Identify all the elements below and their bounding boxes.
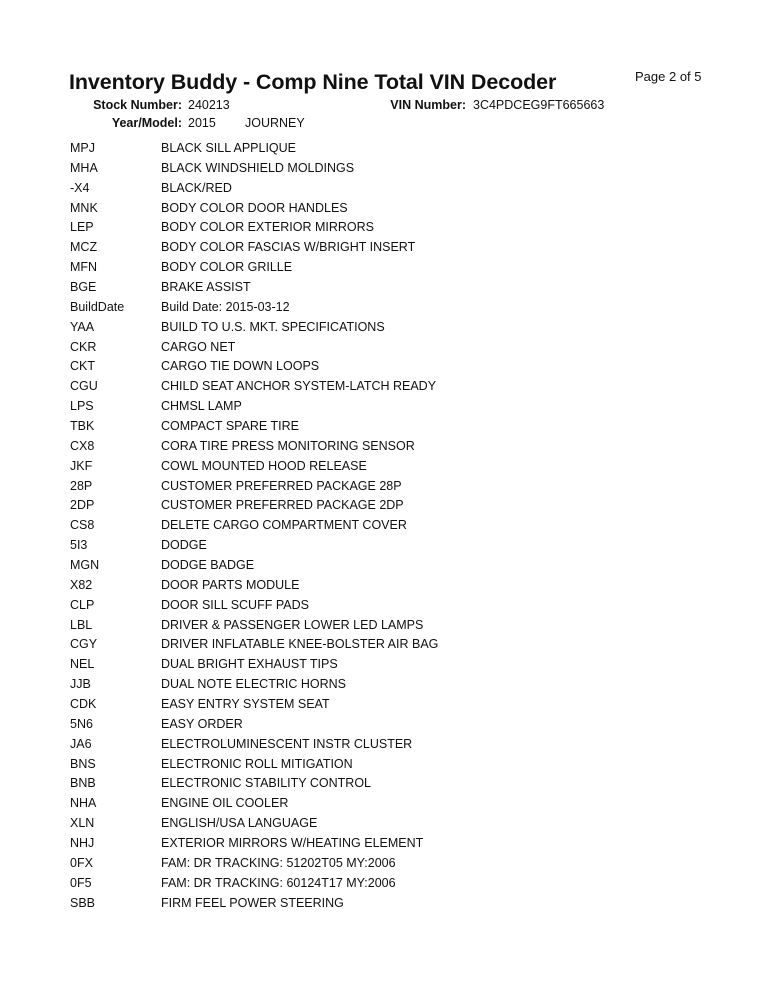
option-description: CHILD SEAT ANCHOR SYSTEM-LATCH READY [161,379,437,394]
option-code: CGY [70,637,98,652]
model-value: JOURNEY [245,116,305,130]
option-code: 2DP [70,498,95,513]
option-code: TBK [70,418,95,433]
option-description: BODY COLOR DOOR HANDLES [161,200,348,215]
option-description: BRAKE ASSIST [161,279,251,294]
option-code: BGE [70,279,97,294]
option-code-row [70,356,710,376]
option-code-row [70,217,710,237]
option-code: MGN [70,557,100,572]
option-code: JA6 [70,736,92,751]
option-code-row [70,674,710,694]
year-model-label: Year/Model: [111,116,182,130]
option-description: CARGO TIE DOWN LOOPS [161,359,320,374]
option-code: CKR [70,339,97,354]
option-description: BODY COLOR GRILLE [161,260,293,275]
option-description: CUSTOMER PREFERRED PACKAGE 2DP [161,498,404,513]
option-description: DUAL NOTE ELECTRIC HORNS [161,677,346,692]
option-code-row [70,654,710,674]
option-code: JKF [70,458,93,473]
option-code-row [70,158,710,178]
option-description: DELETE CARGO COMPARTMENT COVER [161,518,407,533]
option-code-row [70,694,710,714]
stock-number-label: Stock Number: [93,98,182,112]
option-code: NEL [70,657,95,672]
option-code-row [70,575,710,595]
option-description: EASY ORDER [161,716,243,731]
option-code: LEP [70,220,94,235]
option-description: ELECTRONIC ROLL MITIGATION [161,756,353,771]
option-code: X82 [70,577,93,592]
option-description: FAM: DR TRACKING: 60124T17 MY:2006 [161,875,396,890]
option-code-row [70,317,710,337]
option-code-row [70,178,710,198]
option-code: CLP [70,597,95,612]
option-description: DODGE BADGE [161,557,255,572]
option-code: LPS [70,399,94,414]
option-code: XLN [70,816,95,831]
option-code: CDK [70,696,97,711]
option-code: -X4 [70,180,90,195]
option-code-row [70,495,710,515]
option-description: COMPACT SPARE TIRE [161,418,299,433]
option-description: DRIVER & PASSENGER LOWER LED LAMPS [161,617,424,632]
option-code: BNS [70,756,96,771]
vin-number-value: 3C4PDCEG9FT665663 [473,98,605,112]
option-code: NHA [70,796,97,811]
option-description: DUAL BRIGHT EXHAUST TIPS [161,657,338,672]
option-description: Build Date: 2015-03-12 [161,299,290,314]
option-code-row [70,535,710,555]
option-code-row [70,754,710,774]
option-description: ENGLISH/USA LANGUAGE [161,816,318,831]
option-code-row [70,297,710,317]
option-code-list [70,138,710,913]
option-description: ELECTRONIC STABILITY CONTROL [161,776,371,791]
option-code-row [70,793,710,813]
option-code-row [70,237,710,257]
option-description: DRIVER INFLATABLE KNEE-BOLSTER AIR BAG [161,637,439,652]
option-code: 5I3 [70,538,88,553]
option-code-row [70,277,710,297]
option-code-row [70,714,710,734]
option-description: EXTERIOR MIRRORS W/HEATING ELEMENT [161,836,424,850]
option-code-row [70,595,710,615]
option-code-row [70,198,710,218]
option-description: BUILD TO U.S. MKT. SPECIFICATIONS [161,319,385,334]
option-code-row [70,257,710,277]
option-code-row [70,416,710,436]
option-code-row [70,436,710,456]
option-code-row [70,456,710,476]
option-description: ENGINE OIL COOLER [161,796,289,811]
option-description: CARGO NET [161,339,236,354]
option-description: CORA TIRE PRESS MONITORING SENSOR [161,438,415,453]
option-code: 0F5 [70,875,92,890]
option-code: CX8 [70,438,95,453]
option-code: NHJ [70,836,95,850]
option-code: MFN [70,260,98,275]
option-code-row [70,515,710,535]
option-description: COWL MOUNTED HOOD RELEASE [161,458,367,473]
option-code-row [70,634,710,654]
option-code: CGU [70,379,98,394]
option-code-row [70,813,710,833]
option-code-row [70,376,710,396]
option-code: CKT [70,359,95,374]
option-description: CUSTOMER PREFERRED PACKAGE 28P [161,478,402,493]
report-title: Inventory Buddy - Comp Nine Total VIN Decoder [69,70,557,94]
option-description: FIRM FEEL POWER STEERING [161,895,344,910]
option-description: BLACK WINDSHIELD MOLDINGS [161,160,355,175]
option-description: BLACK SILL APPLIQUE [161,140,297,155]
option-code: MPJ [70,140,95,155]
option-code-row [70,853,710,873]
vin-number-label: VIN Number: [390,98,466,112]
option-code-row [70,476,710,496]
option-code-row [70,873,710,893]
option-code: SBB [70,895,96,910]
option-code-row [70,337,710,357]
option-code: LBL [70,617,93,632]
option-description: DODGE [161,538,207,553]
option-code-row [70,138,710,158]
option-description: BODY COLOR EXTERIOR MIRRORS [161,220,374,235]
option-code: MHA [70,160,98,175]
option-code-row [70,774,710,794]
option-code: JJB [70,677,91,692]
option-description: FAM: DR TRACKING: 51202T05 MY:2006 [161,855,396,870]
option-code: CS8 [70,518,95,533]
option-code-row [70,555,710,575]
option-description: BLACK/RED [161,180,232,195]
option-description: DOOR PARTS MODULE [161,577,300,592]
option-code-row [70,734,710,754]
option-code-row [70,893,710,913]
option-description: ELECTROLUMINESCENT INSTR CLUSTER [161,736,413,751]
option-code: BNB [70,776,96,791]
option-description: CHMSL LAMP [161,399,242,414]
option-code-row [70,615,710,635]
option-code-row [70,396,710,416]
option-description: EASY ENTRY SYSTEM SEAT [161,696,330,711]
option-code: MNK [70,200,98,215]
option-description: DOOR SILL SCUFF PADS [161,597,309,612]
option-code: MCZ [70,240,98,255]
option-code: 0FX [70,855,93,870]
option-code-row [70,833,710,853]
option-code: 28P [70,478,93,493]
stock-number-value: 240213 [188,98,230,112]
option-code: BuildDate [70,299,125,314]
year-value: 2015 [188,116,216,130]
page-number: Page 2 of 5 [635,69,702,84]
option-code: 5N6 [70,716,93,731]
option-description: BODY COLOR FASCIAS W/BRIGHT INSERT [161,240,416,255]
option-code: YAA [70,319,95,334]
